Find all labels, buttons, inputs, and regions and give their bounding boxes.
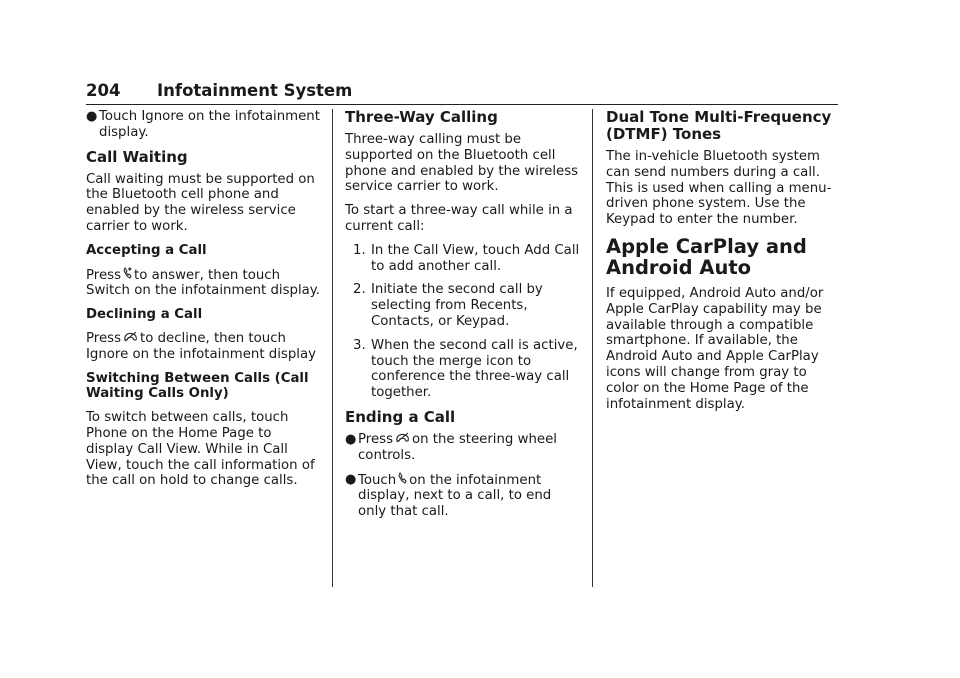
paragraph-decline: Press to decline, then touch Ignore on the infotainment display <box>86 330 316 362</box>
list-item: 1. In the Call View, touch Add Call to add another call. <box>353 242 580 274</box>
paragraph-accept: Press to answer, then touch Switch on the infotainment display. <box>86 267 320 299</box>
page-number: 204 <box>86 81 121 100</box>
paragraph: To start a three-way call while in a current call: <box>345 203 573 234</box>
list-item: 2. Initiate the second call by selecting from Recents, Contacts, or Keypad. <box>353 282 543 329</box>
hang-up-icon <box>123 331 138 347</box>
column-3 <box>606 109 842 420</box>
section-title: Infotainment System <box>157 81 353 100</box>
heading-call-waiting: Call Waiting <box>86 147 188 166</box>
subheading-switch: Switching Between Calls (Call Waiting Calls Only) <box>86 370 309 402</box>
steering-wheel-answer-icon <box>123 267 132 284</box>
list-item: ● Touch Ignore on the infotainment display. <box>86 109 320 140</box>
bullet-icon: ● <box>86 109 98 124</box>
heading-three-way: Three-Way Calling <box>345 108 498 126</box>
bullet-icon: ● <box>345 471 357 487</box>
column-1 <box>86 109 322 497</box>
column-divider <box>592 109 593 587</box>
list-item: ● Touch on the infotainment display, next to a call, to end only that call. <box>345 471 552 520</box>
hang-up-icon <box>395 432 410 448</box>
heading-carplay: Apple CarPlay and Android Auto <box>606 234 807 279</box>
bullet-icon: ● <box>345 431 357 447</box>
column-2 <box>345 109 581 528</box>
paragraph: Three-way calling must be supported on the Bluetooth cell phone and enabled by the wireless service carrier to work. <box>345 132 579 195</box>
column-divider <box>332 109 333 587</box>
phone-handset-icon <box>398 472 407 489</box>
paragraph: If equipped, Android Auto and/or Apple CarPlay capability may be available through a compatible smartphone. If available, the Android Auto and Apple CarPlay icons will change from gray to color on the Home Page of the infotainment display. <box>606 285 824 412</box>
page-header <box>86 80 838 105</box>
subheading-accept: Accepting a Call <box>86 242 207 258</box>
heading-dtmf: Dual Tone Multi-Frequency (DTMF) Tones <box>606 108 832 143</box>
paragraph: Call waiting must be supported on the Bluetooth cell phone and enabled by the wireless service carrier to work. <box>86 171 315 234</box>
list-item: 3. When the second call is active, touch the merge icon to conference the three-way call together. <box>353 337 578 401</box>
subheading-decline: Declining a Call <box>86 307 203 323</box>
paragraph: The in-vehicle Bluetooth system can send numbers during a call. This is used when calling a menu-driven phone system. Use the Keypad to enter the number. <box>606 149 832 228</box>
list-item: ● Press on the steering wheel controls. <box>345 431 557 463</box>
heading-ending: Ending a Call <box>345 407 456 426</box>
paragraph-switch: To switch between calls, touch Phone on the Home Page to display Call View. While in Call View, touch the call information of the call on hold to change calls. <box>86 410 315 489</box>
